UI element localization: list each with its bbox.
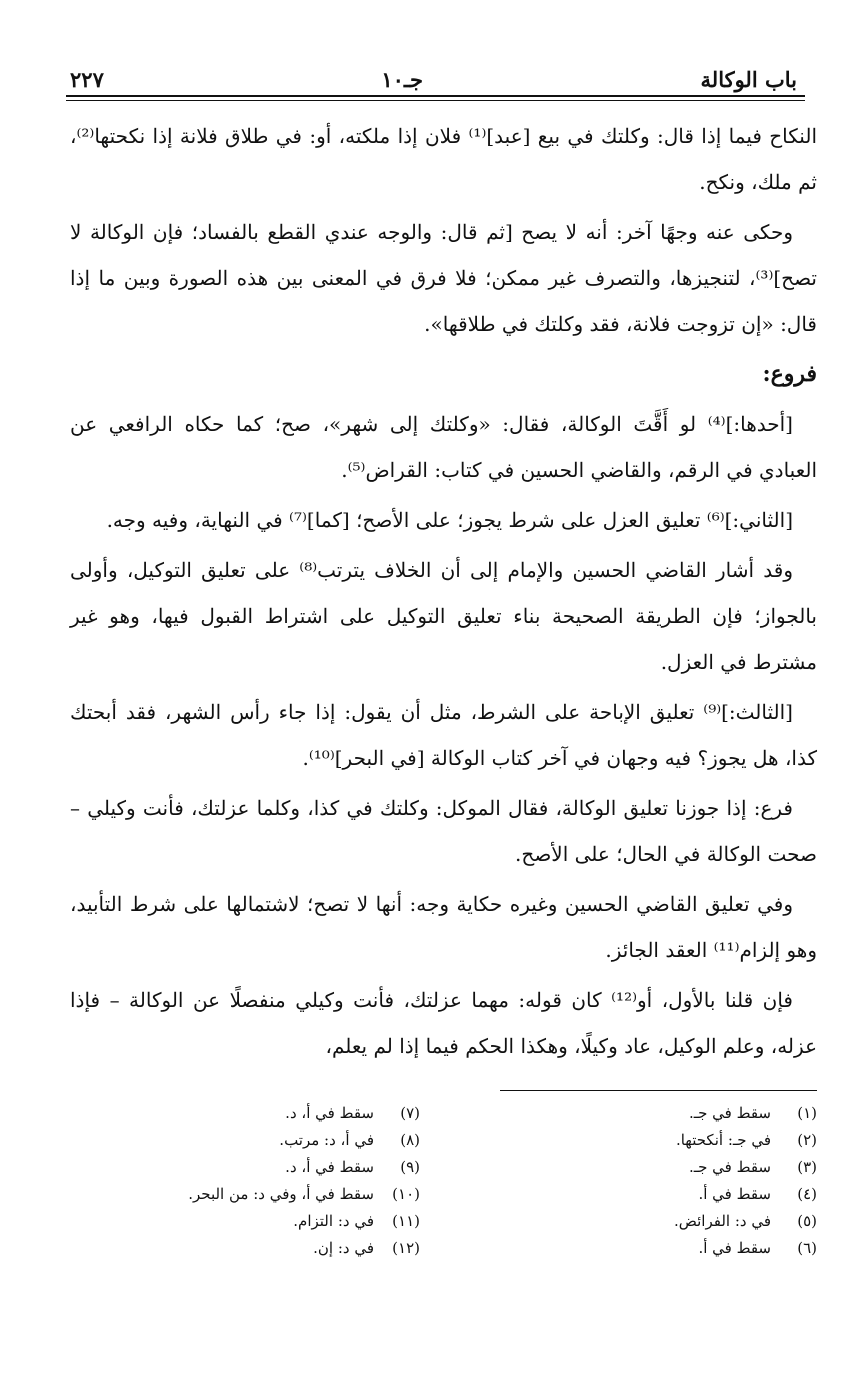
chapter-title: باب الوكالة bbox=[700, 67, 797, 92]
footnote: (٩)سقط في أ، د. bbox=[285, 1158, 420, 1176]
paragraph: وحكى عنه وجهًا آخر: أنه لا يصح [ثم قال: والوجه عندي القطع بالفساد؛ فإن الوكالة لا تصح]⁽³⁾، لتنجيزها، والتصرف غير ممكن؛ فلا فرق في المعنى بين هذه الصورة وبين ما إذا قال: «إن تزوجت فلانة، فقد وكلتك في طلاقها». bbox=[70, 220, 817, 336]
header-rule-thin bbox=[66, 100, 805, 101]
footnote: (٢)في جـ: أنكحتها. bbox=[675, 1131, 817, 1149]
footnote: (١٠)سقط في أ، وفي د: من البحر. bbox=[188, 1185, 420, 1203]
paragraph: [الثاني:]⁽⁶⁾ تعليق العزل على شرط يجوز؛ على الأصح؛ [كما]⁽⁷⁾ في النهاية، وفيه وجه. bbox=[106, 508, 793, 532]
header-rule-thick bbox=[66, 95, 805, 97]
paragraph: [أحدها:]⁽⁴⁾ لو أَقَّتَ الوكالة، فقال: «وكلتك إلى شهر»، صح؛ كما حكاه الرافعي عن العبادي في الرقم، والقاضي الحسين في كتاب: القراض⁽⁵⁾. bbox=[70, 412, 817, 482]
footnote: (١٢)في د: إن. bbox=[313, 1239, 420, 1257]
paragraph: فإن قلنا بالأول، أو⁽¹²⁾ كان قوله: مهما عزلتك، فأنت وكيلي منفصلًا عن الوكالة – فإذا عزله، وعلم الوكيل، عاد وكيلًا، وهكذا الحكم فيما إذا لم يعلم، bbox=[70, 988, 817, 1058]
footnote-rule bbox=[500, 1090, 817, 1091]
footnotes-left-column bbox=[90, 1100, 420, 1262]
footnote: (١)سقط في جـ. bbox=[688, 1104, 817, 1122]
footnotes-right-column bbox=[487, 1100, 817, 1262]
main-text bbox=[70, 113, 817, 1073]
footnote: (٤)سقط في أ. bbox=[698, 1185, 817, 1203]
page-header bbox=[70, 52, 797, 92]
paragraph: وقد أشار القاضي الحسين والإمام إلى أن الخلاف يترتب⁽⁸⁾ على تعليق التوكيل، وأولى بالجواز؛ فإن الطريقة الصحيحة بناء تعليق التوكيل على اشتراط القبول فيها، وهو غير مشترط في العزل. bbox=[70, 558, 817, 674]
footnote: (٥)في د: الفرائض. bbox=[673, 1212, 817, 1230]
paragraph: النكاح فيما إذا قال: وكلتك في بيع [عبد]⁽¹⁾ فلان إذا ملكته، أو: في طلاق فلانة إذا نكحتها⁽²⁾، ثم ملك، ونكح. bbox=[70, 124, 817, 194]
footnote: (١١)في د: التزام. bbox=[293, 1212, 420, 1230]
paragraph: [الثالث:]⁽⁹⁾ تعليق الإباحة على الشرط، مثل أن يقول: إذا جاء رأس الشهر، فقد أبحتك كذا، هل يجوز؟ فيه وجهان في آخر كتاب الوكالة [في البحر]⁽¹⁰⁾. bbox=[70, 700, 817, 770]
paragraph: وفي تعليق القاضي الحسين وغيره حكاية وجه: أنها لا تصح؛ لاشتمالها على شرط التأبيد، وهو إلزام⁽¹¹⁾ العقد الجائز. bbox=[70, 892, 817, 962]
footnote: (٦)سقط في أ. bbox=[698, 1239, 817, 1257]
footnote: (٨)في أ، د: مرتب. bbox=[279, 1131, 420, 1149]
footnotes bbox=[90, 1100, 817, 1262]
footnote: (٧)سقط في أ، د. bbox=[285, 1104, 420, 1122]
page-number: ٢٢٧ bbox=[70, 67, 104, 92]
footnote: (٣)سقط في جـ. bbox=[688, 1158, 817, 1176]
paragraph: فرع: إذا جوزنا تعليق الوكالة، فقال الموكل: وكلتك في كذا، وكلما عزلتك، فأنت وكيلي – صحت الوكالة في الحال؛ على الأصح. bbox=[70, 796, 817, 866]
volume-label: جـ١٠ bbox=[381, 67, 424, 92]
section-heading: فروع: bbox=[762, 361, 817, 387]
